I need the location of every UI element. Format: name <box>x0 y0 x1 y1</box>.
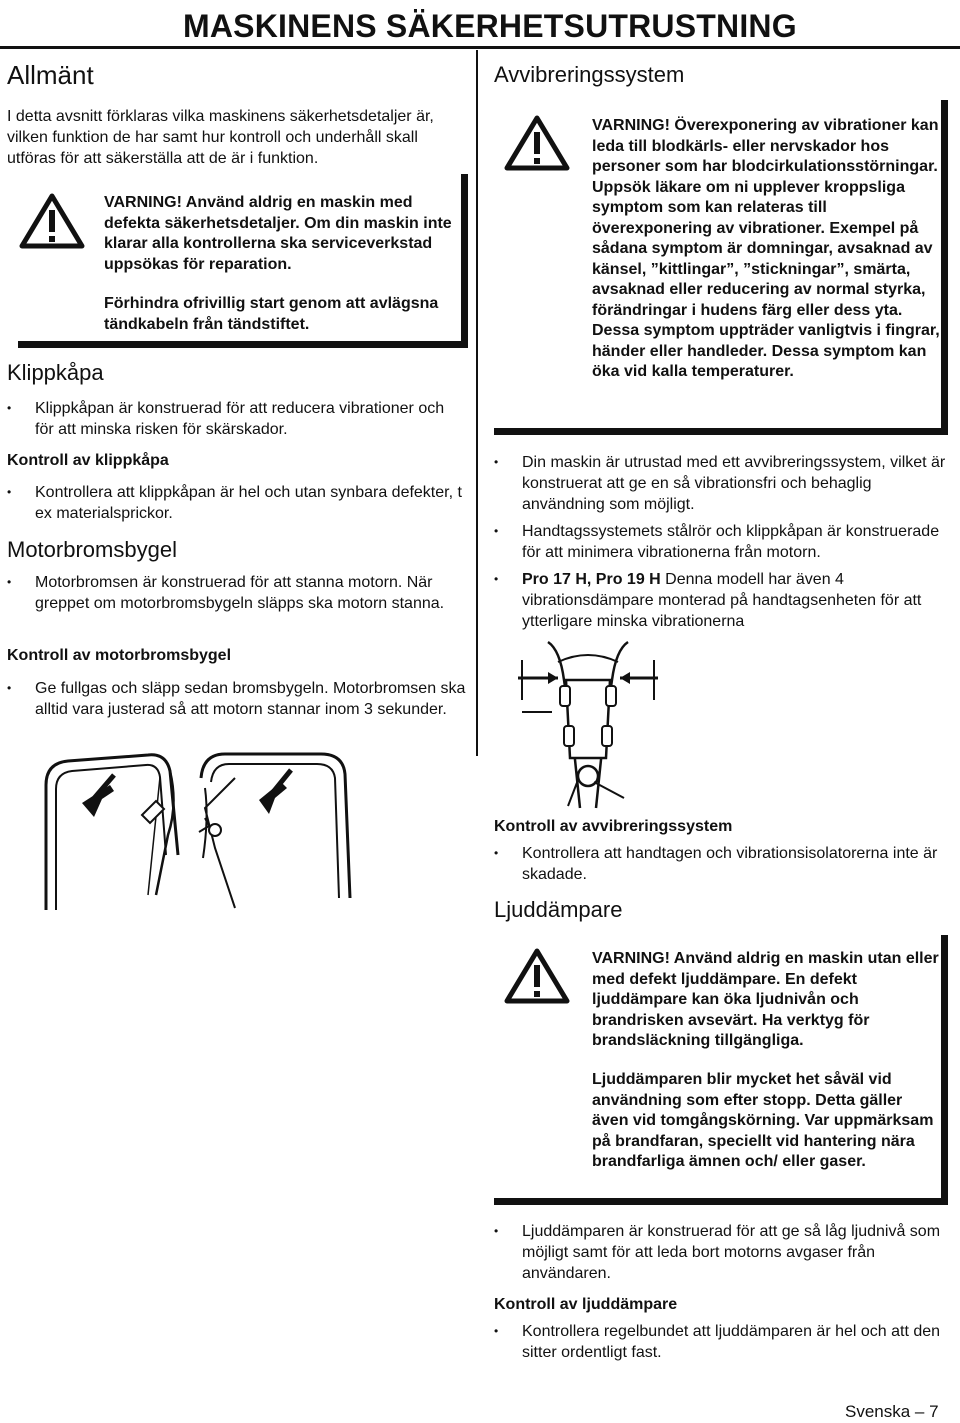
klippkapa-check-list <box>7 482 467 530</box>
list-item-text: Handtagssystemets stålrör och klippkåpan är konstruerade för att minimera vibrationerna från motorn. <box>522 523 940 561</box>
warning-icon <box>18 192 86 250</box>
list-item: • Klippkåpan är konstruerad för att reducera vibrationer och för att minska risken för skärskador. <box>7 398 467 440</box>
header-rule <box>0 46 960 49</box>
brake-handle-illustration-released <box>38 745 198 915</box>
vibration-damper-illustration <box>508 640 668 810</box>
list-item: • Ge fullgas och släpp sedan bromsbygeln. Motorbromsen ska alltid vara justerad så att motorn stannar inom 3 sekunder. <box>7 678 467 720</box>
list-item: • Kontrollera att handtagen och vibrationsisolatorerna inte är skadade. <box>494 843 946 885</box>
klippkapa-check-heading: Kontroll av klippkåpa <box>7 452 169 469</box>
page-footer: Svenska – 7 <box>845 1402 939 1421</box>
muffler-warning-text: VARNING! Använd aldrig en maskin utan eller med defekt ljuddämpare. En defekt ljuddämpare kan öka ljudnivån och brandrisken avsevärt. Ha verktyg för brandsläckning tillgängliga. <box>592 950 939 1049</box>
muffler-heading: Ljuddämpare <box>494 897 623 922</box>
list-item: • Kontrollera regelbundet att ljuddämparen är hel och att den sitter ordentligt fast. <box>494 1321 946 1363</box>
list-item-text: Denna modell har även 4 vibrationsdämpare monterad på handtagsenheten för att ytterligare minska vibrationerna <box>522 571 922 630</box>
list-item: • Ljuddämparen är konstruerad för att ge så låg ljudnivå som möjligt samt för att leda bort motorns avgaser från användaren. <box>494 1221 946 1284</box>
vibration-check-heading: Kontroll av avvibreringssystem <box>494 818 733 835</box>
klippkapa-heading: Klippkåpa <box>7 360 104 385</box>
warning-icon <box>503 114 571 172</box>
muffler-check-heading: Kontroll av ljuddämpare <box>494 1296 678 1313</box>
klippkapa-list <box>7 398 467 446</box>
list-item <box>494 569 946 632</box>
muffler-list <box>494 1221 946 1290</box>
muffler-warning-text-2: Ljuddämparen blir mycket het såväl vid användning som efter stopp. Detta gäller även vid tomgångskörning. Var uppmärksam på brandfaran, speciellt vid hantering nära brandfarliga ämnen och/ eller gaser. <box>592 1071 934 1170</box>
warning-1-text: VARNING! Använd aldrig en maskin med defekta säkerhetsdetaljer. Om din maskin inte klarar alla kontrollerna ska serviceverkstad uppsökas för reparation. <box>104 194 452 273</box>
list-item: • Motorbromsen är konstruerad för att stanna motorn. När greppet om motorbromsbygeln släpps ska motorn stanna. <box>7 572 467 614</box>
vibration-list <box>494 452 946 638</box>
vibration-warning-text: VARNING! Överexponering av vibrationer kan leda till blodkärls- eller nervskador hos personer som har blodcirkulationsstörningar. Uppsök läkare om ni upplever kroppsliga symptom som kan relateras till överexponering av vibrationer. Exempel på sådana symptom är domningar, avsaknad av känsel, ”kittlingar”, ”stickningar”, smärta, avsaknad eller reducering av normal styrka, förändringar i hudens färg eller dess yta. Dessa symptom uppträder vanligtvis i fingrar, händer eller handleder. Dessa symptom kan öka vid kalla temperaturer. <box>592 117 940 380</box>
motorbroms-check-list <box>7 678 467 726</box>
general-heading: Allmänt <box>7 60 94 90</box>
muffler-check-list <box>494 1321 946 1369</box>
page-title: MASKINENS SÄKERHETSUTRUSTNING <box>183 8 797 44</box>
list-item: • Kontrollera att klippkåpan är hel och utan synbara defekter, t ex materialsprickor. <box>7 482 467 524</box>
vibration-check-list <box>494 843 946 891</box>
list-item <box>494 521 946 563</box>
motorbroms-list <box>7 572 467 620</box>
motorbroms-heading: Motorbromsbygel <box>7 537 177 562</box>
warning-1-text-2: Förhindra ofrivillig start genom att avlägsna tändkabeln från tändstiftet. <box>104 295 439 333</box>
list-item: • Din maskin är utrustad med ett avvibreringssystem, vilket är konstruerat att ge en så vibrationsfri och behaglig användning som möjligt. <box>494 452 946 515</box>
warning-icon <box>503 947 571 1005</box>
motorbroms-check-heading: Kontroll av motorbromsbygel <box>7 647 232 664</box>
vibration-heading: Avvibreringssystem <box>494 62 685 87</box>
general-intro: I detta avsnitt förklaras vilka maskinens säkerhetsdetaljer är, vilken funktion de har samt hur kontroll och underhåll skall utföras för att säkerställa att de är i funktion. <box>7 108 434 167</box>
column-divider <box>476 50 478 756</box>
model-names: Pro 17 H, Pro 19 H <box>522 571 661 588</box>
brake-handle-illustration-pressed <box>195 748 360 918</box>
